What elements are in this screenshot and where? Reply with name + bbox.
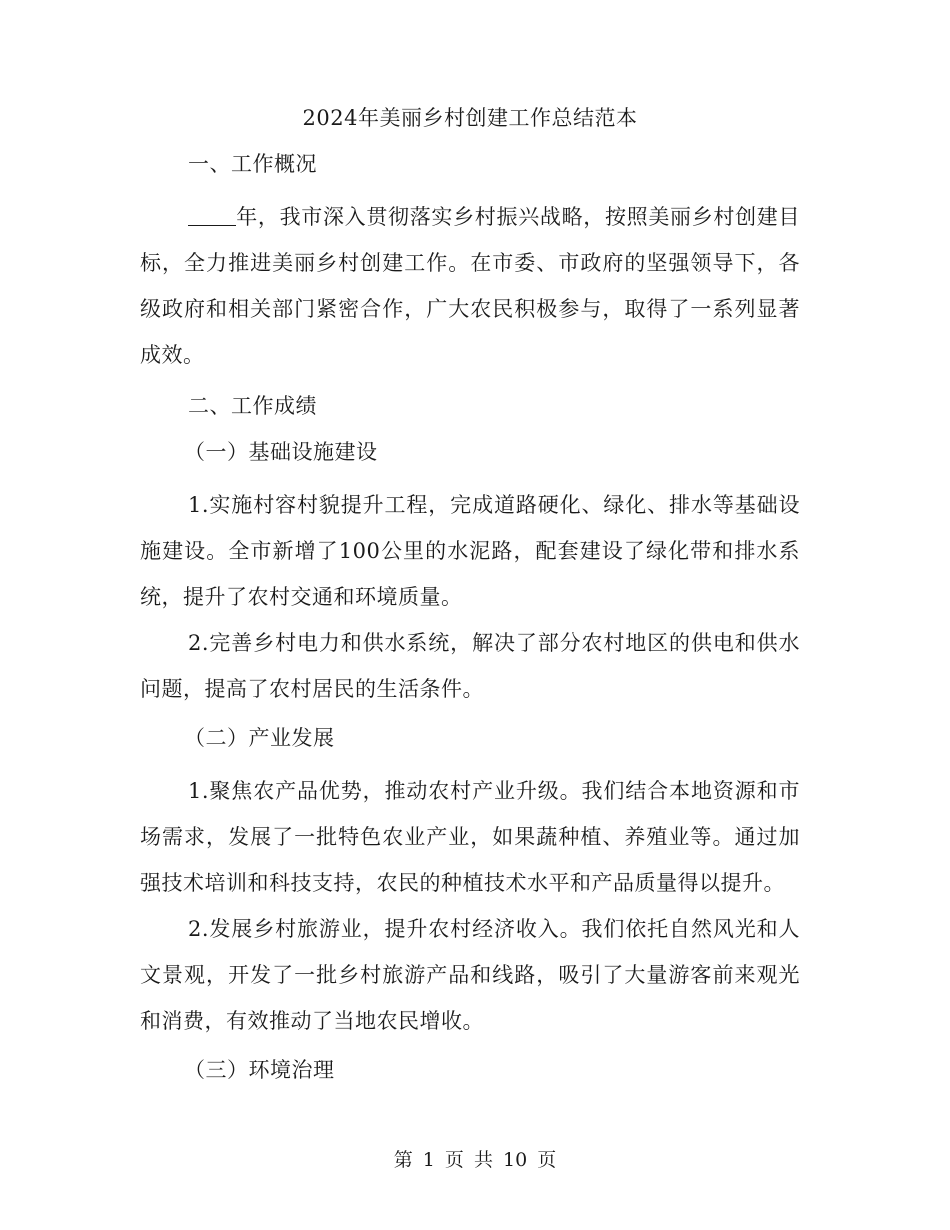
subsection-heading-industry: （二）产业发展 [184,726,335,750]
paragraph-infrastructure-2: 2.完善乡村电力和供水系统，解决了部分农村地区的供电和供水问题，提高了农村居民的生活条件。 [140,631,800,701]
year-blank [188,207,236,226]
paragraph-overview-text: 年，我市深入贯彻落实乡村振兴战略，按照美丽乡村创建目标，全力推进美丽乡村创建工作。在市委、市政府的坚强领导下，各级政府和相关部门紧密合作，广大农民积极参与，取得了一系列显著成效。 [140,205,800,367]
subsection-heading-infrastructure: （一）基础设施建设 [184,440,378,464]
paragraph-overview [140,194,800,378]
section-heading-overview: 一、工作概况 [188,152,317,176]
paragraph-industry-2: 2.发展乡村旅游业，提升农村经济收入。我们依托自然风光和人文景观，开发了一批乡村旅游产品和线路，吸引了大量游客前来观光和消费，有效推动了当地农民增收。 [140,917,800,1033]
paragraph-infrastructure-1: 1.实施村容村貌提升工程，完成道路硬化、绿化、排水等基础设施建设。全市新增了100公里的水泥路，配套建设了绿化带和排水系统，提升了农村交通和环境质量。 [140,493,800,609]
document-title: 2024年美丽乡村创建工作总结范本 [302,106,638,130]
section-heading-achievements: 二、工作成绩 [188,394,317,418]
document-body [140,102,800,1100]
subsection-heading-environment: （三）环境治理 [184,1058,335,1082]
paragraph-industry-1: 1.聚焦农产品优势，推动农村产业升级。我们结合本地资源和市场需求，发展了一批特色农业产业，如果蔬种植、养殖业等。通过加强技术培训和科技支持，农民的种植技术水平和产品质量得以提升。 [140,779,800,895]
page-number-footer: 第 1 页 共 10 页 [393,1149,557,1171]
